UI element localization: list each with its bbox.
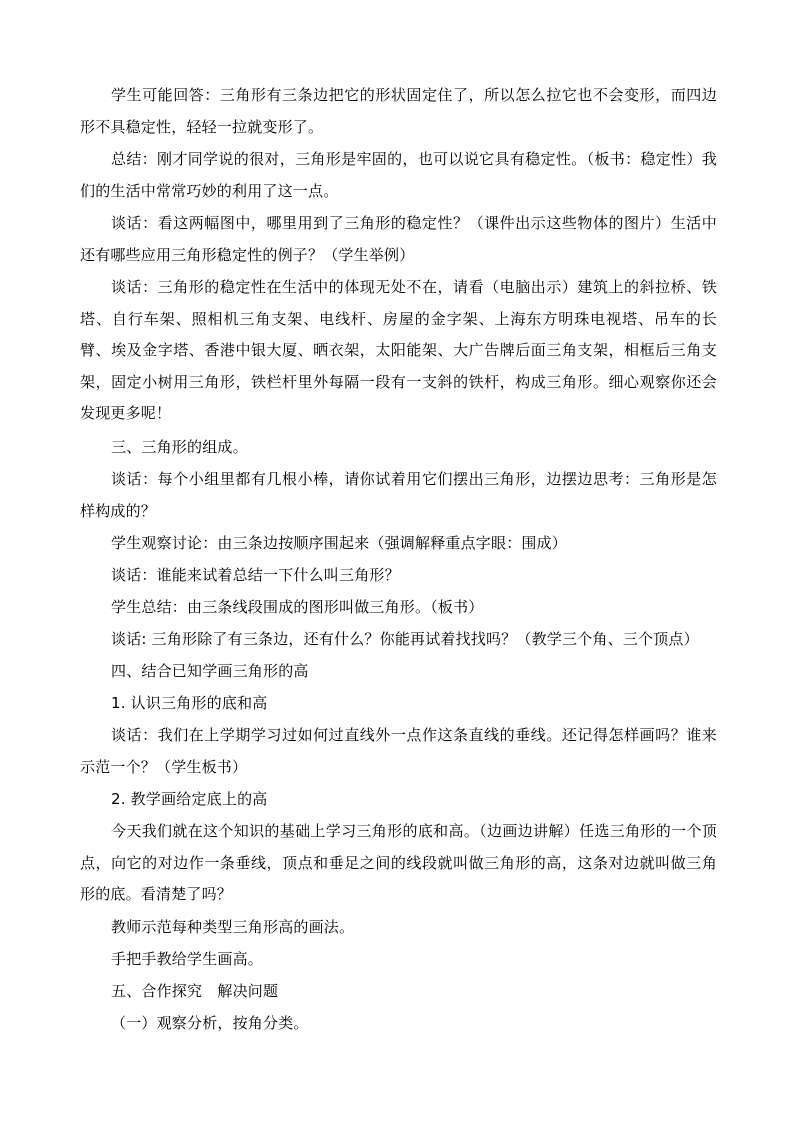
paragraph-student-answer: 学生可能回答：三角形有三条边把它的形状固定住了，所以怎么拉它也不会变形，而四边形不具稳定性，轻轻一拉就变形了。	[80, 86, 717, 136]
paragraph-talk-examples: 谈话：三角形的稳定性在生活中的体现无处不在，请看（电脑出示）建筑上的斜拉桥、铁塔、自行车架、照相机三角支架、电线杆、房屋的金字架、上海东方明珠电视塔、吊车的长臂、埃及金字塔、香港中银大厦、晒衣架，太阳能架、大广告牌后面三角支架，相框后三角支架，固定小树用三角形，铁栏杆里外每隔一段有一支斜的铁杆，构成三角形。细心观察你还会发现更多呢！	[80, 278, 717, 422]
subheading-base-height: 1. 认识三角形的底和高	[111, 694, 268, 712]
paragraph-hand-teach: 手把手教给学生画高。	[111, 950, 264, 968]
paragraph-height-definition: 今天我们就在这个知识的基础上学习三角形的底和高。（边画边讲解）任选三角形的一个顶点，向它的对边作一条垂线，顶点和垂足之间的线段就叫做三角形的高，这条对边就叫做三角形的底。看清楚了吗？	[80, 822, 717, 903]
subheading-draw-height: 2. 教学画给定底上的高	[111, 790, 268, 808]
section-heading-cooperate: 五、合作探究 解决问题	[111, 982, 279, 1000]
paragraph-summary: 总结：刚才同学说的很对，三角形是牢固的，也可以说它具有稳定性。（板书：稳定性）我们的生活中常常巧妙的利用了这一点。	[80, 150, 717, 200]
paragraph-teacher-demo: 教师示范每种类型三角形高的画法。	[111, 918, 355, 936]
section-heading-composition: 三、三角形的组成。	[111, 438, 248, 456]
paragraph-talk-sticks: 谈话：每个小组里都有几根小棒，请你试着用它们摆出三角形，边摆边思考：三角形是怎样构成的？	[80, 470, 717, 520]
paragraph-talk-define: 谈话：谁能来试着总结一下什么叫三角形？	[111, 566, 400, 584]
paragraph-student-discussion: 学生观察讨论：由三条边按顺序围起来（强调解释重点字眼：围成）	[111, 534, 568, 552]
paragraph-talk-angles: 谈话: 三角形除了有三条边，还有什么？你能再试着找找吗？（教学三个角、三个顶点）	[111, 630, 699, 648]
subheading-classify-angles: （一）观察分析，按角分类。	[111, 1014, 309, 1032]
paragraph-talk-pictures: 谈话：看这两幅图中，哪里用到了三角形的稳定性？（课件出示这些物体的图片）生活中还有哪些应用三角形稳定性的例子？（学生举例）	[80, 214, 717, 264]
paragraph-talk-perpendicular: 谈话：我们在上学期学习过如何过直线外一点作这条直线的垂线。还记得怎样画吗？谁来示范一个？（学生板书）	[80, 726, 717, 776]
paragraph-student-summary: 学生总结：由三条线段围成的图形叫做三角形。（板书）	[111, 598, 484, 616]
section-heading-height: 四、结合已知学画三角形的高	[111, 662, 309, 680]
